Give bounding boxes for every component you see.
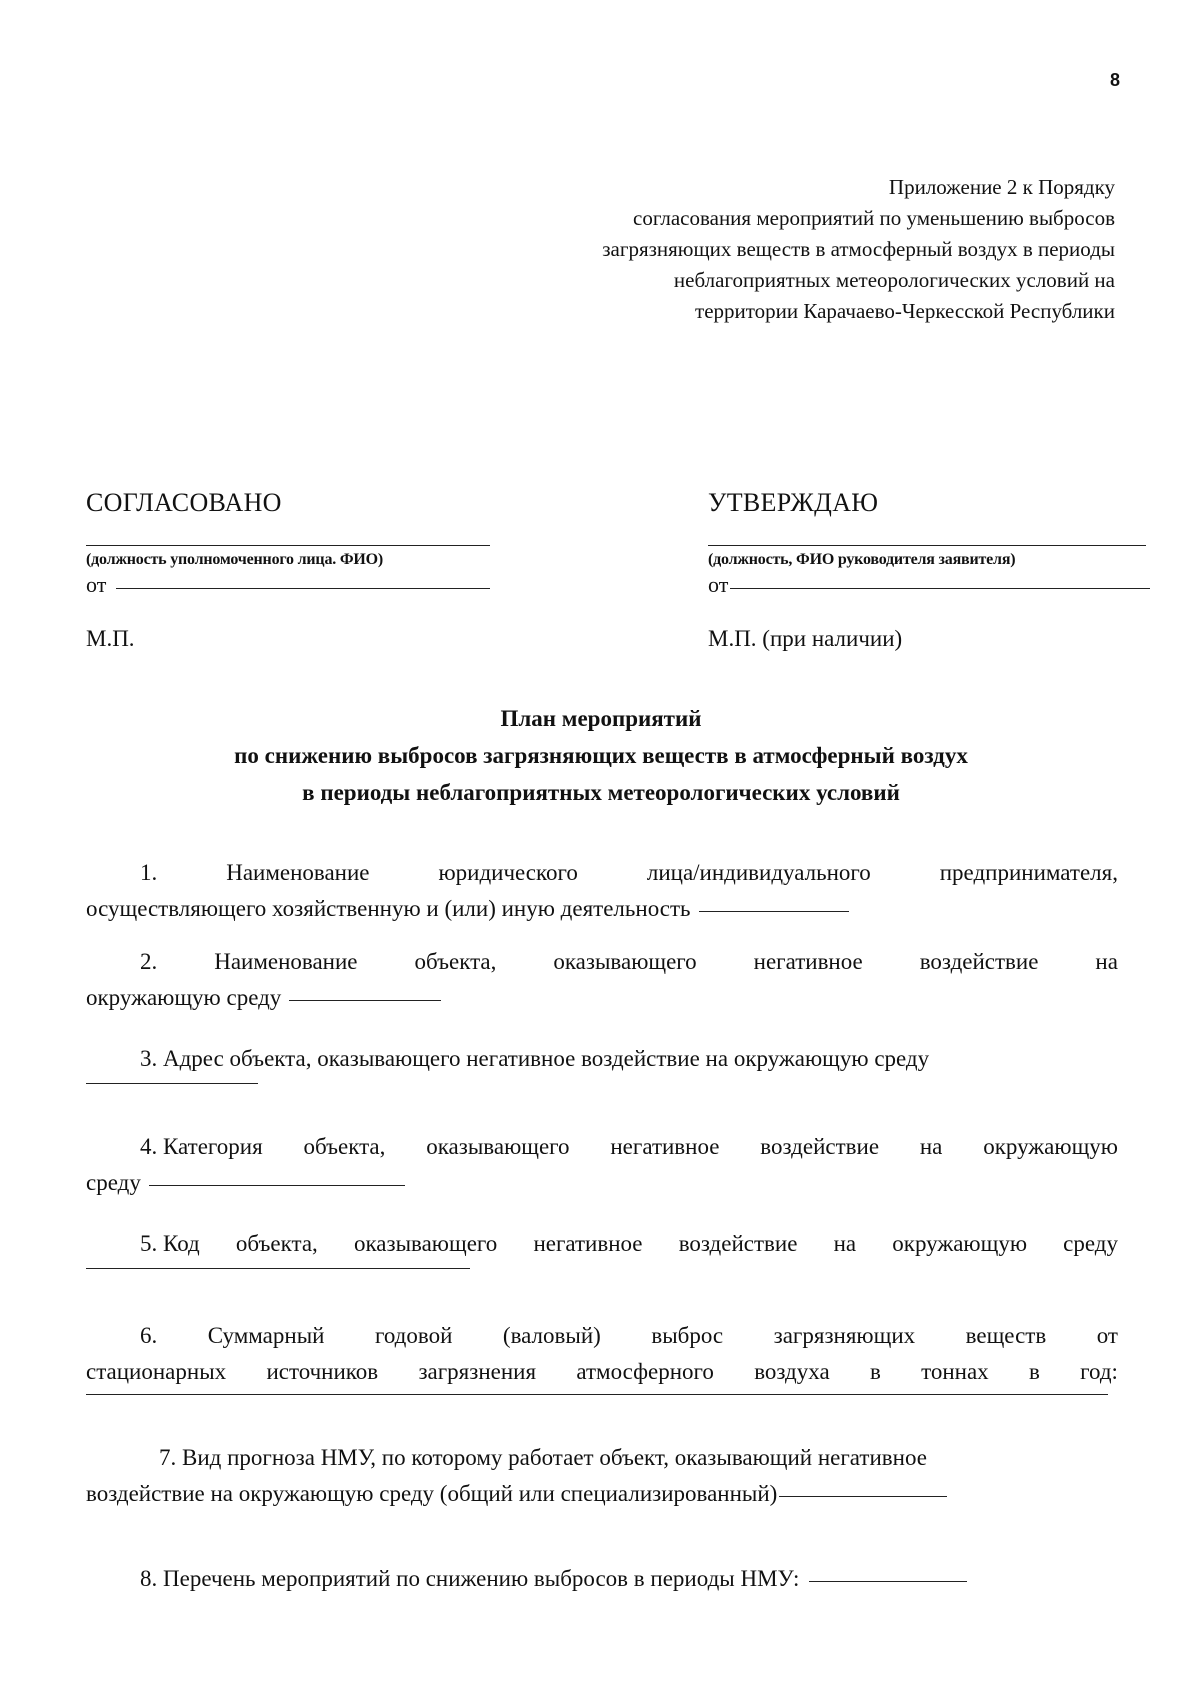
word: 5. Код xyxy=(140,1231,200,1256)
signature-caption: (должность уполномоченного лица. ФИО) xyxy=(86,551,384,568)
word: окружающую xyxy=(983,1134,1118,1159)
item-line xyxy=(86,944,1118,980)
form-item-2 xyxy=(86,944,1118,1016)
item-line xyxy=(86,1318,1118,1354)
word: 6. xyxy=(140,1323,158,1348)
date-row xyxy=(86,572,526,598)
word: оказывающего xyxy=(553,949,697,974)
word: окружающую xyxy=(892,1231,1028,1256)
word: 2. xyxy=(140,949,158,974)
form-item-3 xyxy=(86,1041,1118,1078)
from-label: от xyxy=(708,572,729,597)
word: воздействие xyxy=(678,1231,798,1256)
word: годовой xyxy=(374,1323,453,1348)
word: 4. Категория xyxy=(140,1134,263,1159)
appendix-line: неблагоприятных метеорологических условий на xyxy=(673,268,1115,292)
fill-in-blank[interactable] xyxy=(86,1083,258,1084)
word: на xyxy=(919,1134,943,1159)
word: Наименование xyxy=(226,860,370,885)
appendix-note xyxy=(480,172,1115,327)
item-line xyxy=(86,1262,1118,1263)
word: (валовый) xyxy=(502,1323,601,1348)
fill-in-blank[interactable] xyxy=(779,1496,947,1497)
fill-in-blank[interactable] xyxy=(699,911,849,912)
word: от xyxy=(1096,1323,1118,1348)
signature-line xyxy=(708,545,1146,546)
word: среду xyxy=(1063,1231,1118,1256)
word: 1. xyxy=(140,860,158,885)
approval-block-agreed xyxy=(86,487,526,652)
form-item-8 xyxy=(86,1561,1118,1597)
item-line xyxy=(86,980,1118,1016)
item-text: 8. Перечень мероприятий по снижению выбросов в периоды НМУ: xyxy=(140,1566,800,1591)
word: предпринимателя, xyxy=(939,860,1118,885)
form-item-6 xyxy=(86,1318,1118,1391)
word: на xyxy=(833,1231,857,1256)
item-line xyxy=(86,1476,1118,1512)
item-line xyxy=(86,1226,1118,1262)
fill-in-blank[interactable] xyxy=(149,1185,405,1186)
fill-in-blank[interactable] xyxy=(86,1394,1108,1395)
word: негативное xyxy=(610,1134,720,1159)
item-line xyxy=(86,1561,1118,1597)
plan-title xyxy=(86,700,1116,811)
item-text: 7. Вид прогноза НМУ, по которому работает объект, оказывающий негативное xyxy=(159,1445,927,1470)
plan-title-line: в периоды неблагоприятных метеорологических условий xyxy=(302,780,900,805)
word: оказывающего xyxy=(353,1231,498,1256)
word: воздействие xyxy=(919,949,1039,974)
word: стационарных xyxy=(86,1359,227,1384)
item-line xyxy=(86,1041,1118,1077)
word: веществ xyxy=(965,1323,1047,1348)
word: воздуха xyxy=(754,1359,830,1384)
word: Суммарный xyxy=(207,1323,325,1348)
word: негативное xyxy=(753,949,863,974)
word: юридического xyxy=(438,860,578,885)
appendix-line: территории Карачаево-Черкесской Республики xyxy=(695,299,1115,323)
from-label: от xyxy=(86,572,107,597)
fill-in-blank[interactable] xyxy=(809,1581,967,1582)
word: загрязнения xyxy=(418,1359,537,1384)
plan-title-line: по снижению выбросов загрязняющих веществ в атмосферный воздух xyxy=(234,743,968,768)
approved-title: УТВЕРЖДАЮ xyxy=(708,488,879,517)
word: в xyxy=(1028,1359,1040,1384)
word: объекта, xyxy=(235,1231,318,1256)
date-blank xyxy=(730,588,1150,589)
fill-in-blank[interactable] xyxy=(86,1268,470,1269)
item-line xyxy=(86,1390,1118,1391)
fill-in-blank[interactable] xyxy=(289,1000,441,1001)
word: лица/индивидуального xyxy=(646,860,871,885)
word: источников xyxy=(266,1359,379,1384)
plan-title-line: План мероприятий xyxy=(500,706,702,731)
item-line xyxy=(86,855,1118,891)
signature-caption: (должность, ФИО руководителя заявителя) xyxy=(708,551,1016,568)
appendix-line: Приложение 2 к Порядку xyxy=(888,175,1115,199)
form-item-7 xyxy=(86,1440,1118,1512)
form-item-4 xyxy=(86,1129,1118,1201)
word: год: xyxy=(1080,1359,1118,1384)
item-line xyxy=(86,1165,1118,1201)
item-line xyxy=(86,1077,1118,1078)
item-text: 3. Адрес объекта, оказывающего негативное воздействие на окружающую среду xyxy=(140,1046,930,1071)
word: воздействие xyxy=(760,1134,880,1159)
appendix-line: загрязняющих веществ в атмосферный воздух в периоды xyxy=(602,237,1115,261)
item-line xyxy=(86,891,1118,927)
word: в xyxy=(869,1359,881,1384)
word: тоннах xyxy=(921,1359,989,1384)
approval-block-approved xyxy=(708,487,1158,652)
item-text: воздействие на окружающую среду (общий или специализированный) xyxy=(86,1481,778,1506)
word: атмосферного xyxy=(576,1359,714,1384)
word: выброс xyxy=(651,1323,724,1348)
word: загрязняющих xyxy=(773,1323,916,1348)
page-number: 8 xyxy=(1109,70,1120,90)
item-line xyxy=(86,1440,1118,1476)
signature-line xyxy=(86,545,490,546)
seal-label: М.П. xyxy=(86,626,135,651)
item-text: среду xyxy=(86,1170,141,1195)
word: объекта, xyxy=(303,1134,386,1159)
word: объекта, xyxy=(414,949,497,974)
item-text: осуществляющего хозяйственную и (или) иную деятельность xyxy=(86,896,691,921)
seal-label: М.П. (при наличии) xyxy=(708,626,903,651)
word: оказывающего xyxy=(426,1134,570,1159)
date-blank xyxy=(116,588,490,589)
date-row xyxy=(708,572,1158,598)
item-line xyxy=(86,1129,1118,1165)
item-text: окружающую среду xyxy=(86,985,282,1010)
item-line xyxy=(86,1354,1118,1390)
appendix-line: согласования мероприятий по уменьшению выбросов xyxy=(633,206,1115,230)
agreed-title: СОГЛАСОВАНО xyxy=(86,488,282,517)
form-item-1 xyxy=(86,855,1118,927)
form-item-5 xyxy=(86,1226,1118,1263)
word: негативное xyxy=(533,1231,643,1256)
word: на xyxy=(1095,949,1118,974)
word: Наименование xyxy=(214,949,358,974)
